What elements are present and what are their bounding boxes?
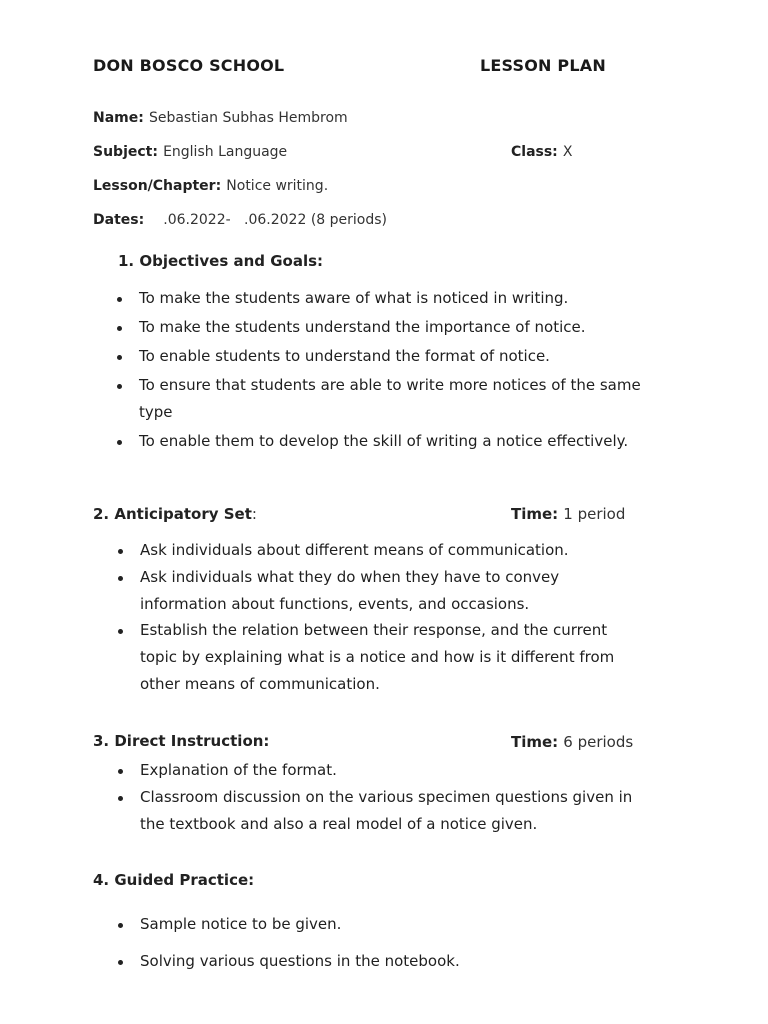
time-label: Time: (511, 505, 559, 523)
list-item: Explanation of the format. (140, 761, 337, 779)
dates-label: Dates: (93, 212, 145, 228)
list-item-continuation: information about functions, events, and occasions. (140, 595, 530, 613)
list-item: Classroom discussion on the various specimen questions given in (140, 788, 633, 806)
class-label: Class: (511, 144, 558, 160)
bullet (118, 769, 123, 774)
lesson-field (93, 175, 328, 194)
subject-field (93, 141, 287, 160)
list-item-continuation: other means of communication. (140, 675, 380, 693)
list-item: To make the students understand the importance of notice. (139, 318, 586, 336)
bullet (118, 960, 123, 965)
anticipatory-heading (93, 504, 257, 523)
document-type: LESSON PLAN (480, 56, 606, 75)
bullet (118, 923, 123, 928)
lesson-label: Lesson/Chapter: (93, 178, 222, 194)
bullet (118, 576, 123, 581)
list-item-continuation: type (139, 403, 173, 421)
anticipatory-title: 2. Anticipatory Set (93, 505, 252, 523)
list-item: To ensure that students are able to write more notices of the same (139, 376, 641, 394)
list-item: To enable students to understand the format of notice. (139, 347, 550, 365)
time-label: Time: (511, 733, 559, 751)
list-item: To make the students aware of what is noticed in writing. (139, 289, 569, 307)
lesson-value: Notice writing. (226, 178, 329, 194)
bullet (118, 796, 123, 801)
anticipatory-colon: : (251, 505, 257, 523)
list-item: Ask individuals what they do when they have to convey (140, 568, 560, 586)
bullet (117, 355, 122, 360)
bullet (117, 440, 122, 445)
class-field (511, 141, 572, 160)
subject-label: Subject: (93, 144, 158, 160)
bullet (118, 549, 123, 554)
bullet (117, 326, 122, 331)
name-field (93, 107, 348, 126)
class-value: X (562, 144, 573, 160)
time-value: 1 period (563, 505, 626, 523)
bullet (118, 629, 123, 634)
subject-value: English Language (163, 144, 288, 160)
dates-value: .06.2022- .06.2022 (8 periods) (163, 212, 387, 228)
bullet (117, 384, 122, 389)
time-value: 6 periods (563, 733, 634, 751)
anticipatory-time (511, 504, 625, 523)
list-item-continuation: topic by explaining what is a notice and how is it different from (140, 648, 615, 666)
name-value: Sebastian Subhas Hembrom (148, 110, 348, 126)
list-item: Establish the relation between their response, and the current (140, 621, 608, 639)
direct-instruction-time (511, 732, 633, 751)
list-item: Sample notice to be given. (140, 915, 342, 933)
name-label: Name: (93, 110, 144, 126)
direct-instruction-heading: 3. Direct Instruction: (93, 732, 270, 750)
list-item-continuation: the textbook and also a real model of a notice given. (140, 815, 538, 833)
list-item: To enable them to develop the skill of writing a notice effectively. (139, 432, 629, 450)
guided-practice-heading: 4. Guided Practice: (93, 871, 255, 889)
list-item: Solving various questions in the notebook. (140, 952, 460, 970)
objectives-heading: 1. Objectives and Goals: (118, 252, 324, 270)
bullet (117, 297, 122, 302)
list-item: Ask individuals about different means of communication. (140, 541, 569, 559)
dates-field (93, 209, 387, 228)
school-name: DON BOSCO SCHOOL (93, 56, 285, 75)
